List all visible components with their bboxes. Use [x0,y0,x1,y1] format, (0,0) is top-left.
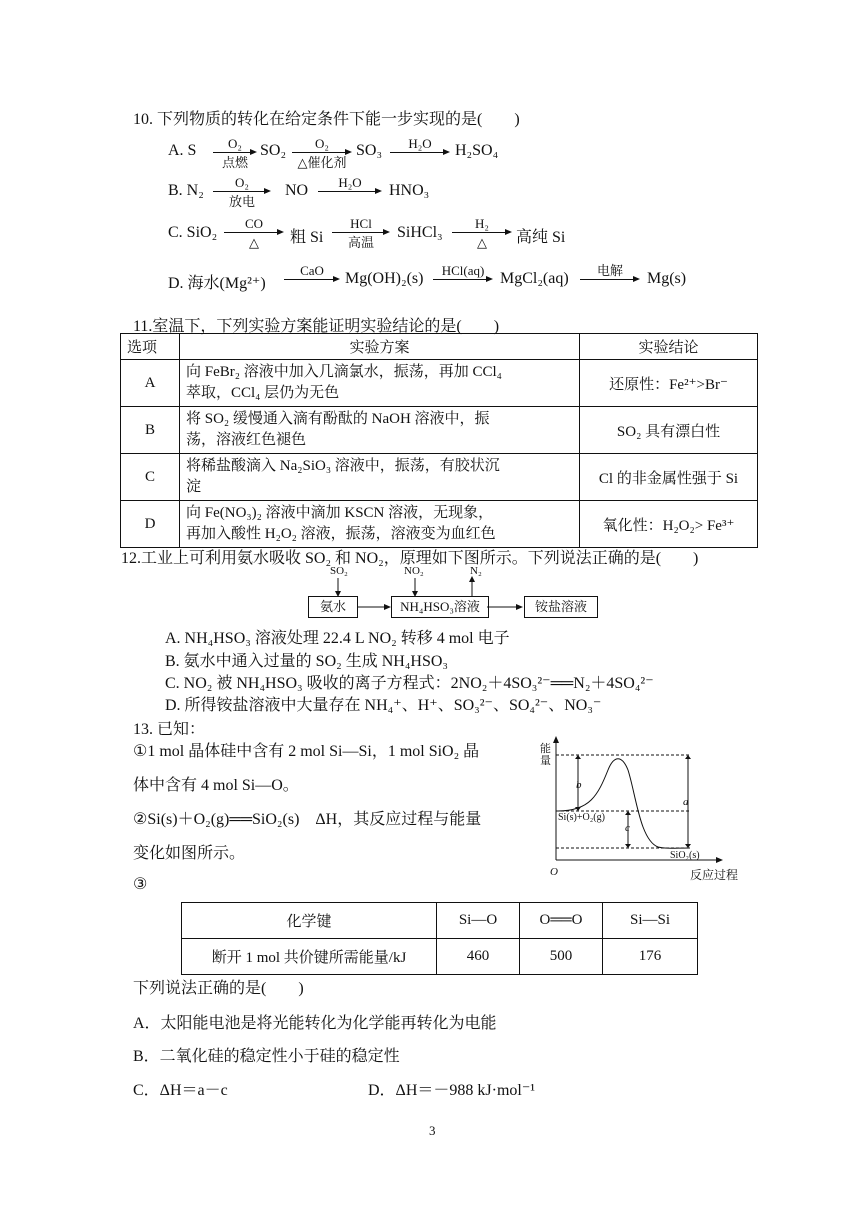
q10-a-s1: SO₂ [260,142,287,159]
q13-option-d: D．ΔH＝－988 kJ·mol⁻¹ [368,1082,536,1099]
q13-table-r0: 断开 1 mol 共价键所需能量/kJ [182,939,437,975]
q13-graph-ylabel1: 能 [540,743,551,755]
q12-option-a: A. NH₄HSO₃ 溶液处理 22.4 L NO₂ 转移 4 mol 电子 [165,630,510,647]
q10-d-s1: Mg(OH)₂(s) [345,270,424,287]
q13-stem: 13. 已知： [133,721,206,738]
table-row [121,454,758,501]
q13-point2-a: ②Si(s)＋O₂(g)══SiO₂(s) ΔH，其反应过程与能量 [133,811,482,828]
q13-option-a: A．太阳能电池是将光能转化为化学能再转化为电能 [133,1015,497,1032]
q13-table-r1: 460 [437,939,520,975]
q13-graph-b-label: b [576,779,582,791]
table-row [121,407,758,454]
q13-point1-b: 体中含有 4 mol Si—O。 [133,777,299,794]
q13-option-b: B．二氧化硅的稳定性小于硅的稳定性 [133,1048,400,1065]
q11-row-a-plan: 向 FeBr₂ 溶液中加入几滴氯水，振荡，再加 CCl₄ 萃取，CCl₄ 层仍为无色 [180,360,580,407]
q12-box-ammonium-salt: 铵盐溶液 [524,596,598,618]
q11-row-b-option: B [121,407,180,454]
q12-option-d: D. 所得铵盐溶液中大量存在 NH₄⁺、H⁺、SO₃²⁻、SO₄²⁻、NO₃⁻ [165,697,602,714]
q11-header-conclusion: 实验结论 [580,334,758,360]
q12-stem: 12.工业上可利用氨水吸收 SO₂ 和 NO₂，原理如下图所示。下列说法正确的是( ) [121,550,699,567]
q11-row-c-plan: 将稀盐酸滴入 Na₂SiO₃ 溶液中，振荡，有胶状沉 淀 [180,454,580,501]
q11-header-plan: 实验方案 [180,334,580,360]
q13-point2-b: 变化如图所示。 [133,845,246,862]
q10-b-s1: NO [285,182,309,199]
q12-box-ammonia: 氨水 [308,596,358,618]
q13-option-c: C．ΔH＝a－c [133,1082,228,1099]
q13-table-h3: Si—Si [603,903,698,939]
table-row [121,360,758,407]
q12-flow-in1: SO₂ [330,565,348,577]
q10-c-s2: SiHCl₃ [397,224,443,241]
q10-c-s0: C. SiO₂ [168,224,218,241]
q13-point3: ③ [133,876,148,893]
q10-b-s0: B. N₂ [168,182,204,199]
q13-graph-ylabel2: 量 [540,755,551,767]
q12-option-c: C. NO₂ 被 NH₄HSO₃ 吸收的离子方程式：2NO₂＋4SO₃²⁻══N₂＋4SO₄²⁻ [165,675,654,692]
q10-a-s3: H₂SO₄ [455,142,499,159]
q11-row-c-option: C [121,454,180,501]
q13-graph-c-label: c [625,822,630,834]
q10-a-s0: A. S [168,142,197,159]
q11-row-a-conclusion: 还原性：Fe²⁺>Br⁻ [580,360,758,407]
q10-d-s2: MgCl₂(aq) [500,270,569,287]
q11-row-a-option: A [121,360,180,407]
q13-table-h1: Si—O [437,903,520,939]
q11-row-d-conclusion: 氧化性：H₂O₂> Fe³⁺ [580,501,758,548]
q12-option-b: B. 氨水中通入过量的 SO₂ 生成 NH₄HSO₃ [165,653,448,670]
q13-graph-a-label: a [683,796,689,808]
q10-c-s1: 粗 Si [290,229,324,246]
q13-graph-origin: O [550,866,558,878]
q11-row-b-plan: 将 SO₂ 缓慢通入滴有酚酞的 NaOH 溶液中，振 荡，溶液红色褪色 [180,407,580,454]
table-row [121,501,758,548]
q10-stem: 10. 下列物质的转化在给定条件下能一步实现的是( ) [133,111,520,128]
q13-table-h2: O══O [520,903,603,939]
q11-stem: 11.室温下，下列实验方案能证明实验结论的是( ) [133,318,500,335]
q12-box-nh4hso3: NH₄HSO₃溶液 [391,596,489,618]
q11-row-d-option: D [121,501,180,548]
page-number: 3 [429,1123,436,1138]
q11-row-c-conclusion: Cl 的非金属性强于 Si [580,454,758,501]
q13-table-h0: 化学键 [182,903,437,939]
q11-header-option: 选项 [121,334,180,360]
q13-graph-product: SiO₂(s) [670,850,700,861]
q11-table [120,333,758,548]
q10-c-s3: 高纯 Si [516,229,566,246]
q10-d-s3: Mg(s) [647,270,687,287]
q13-graph-xlabel: 反应过程 [690,868,739,882]
q11-row-d-plan: 向 Fe(NO₃)₂ 溶液中滴加 KSCN 溶液，无现象， 再加入酸性 H₂O₂ 溶液，振荡，溶液变为血红色 [180,501,580,548]
q10-a-s2: SO₃ [356,142,383,159]
q12-flow-out1: N₂ [470,565,482,577]
q13-point1-a: ①1 mol 晶体硅中含有 2 mol Si—Si，1 mol SiO₂ 晶 [133,743,480,760]
q10-d-s0: D. 海水(Mg²⁺) [168,275,266,292]
q13-graph-reactant: Si(s)+O₂(g) [558,812,605,823]
q10-b-s2: HNO₃ [389,182,430,199]
q11-row-b-conclusion: SO₂ 具有漂白性 [580,407,758,454]
q13-table-r2: 500 [520,939,603,975]
q13-ask: 下列说法正确的是( ) [133,980,304,997]
q13-table-r3: 176 [603,939,698,975]
q13-bond-table [181,902,698,975]
q13-energy-graph [540,735,730,870]
q12-flow-in2: NO₂ [404,565,424,577]
